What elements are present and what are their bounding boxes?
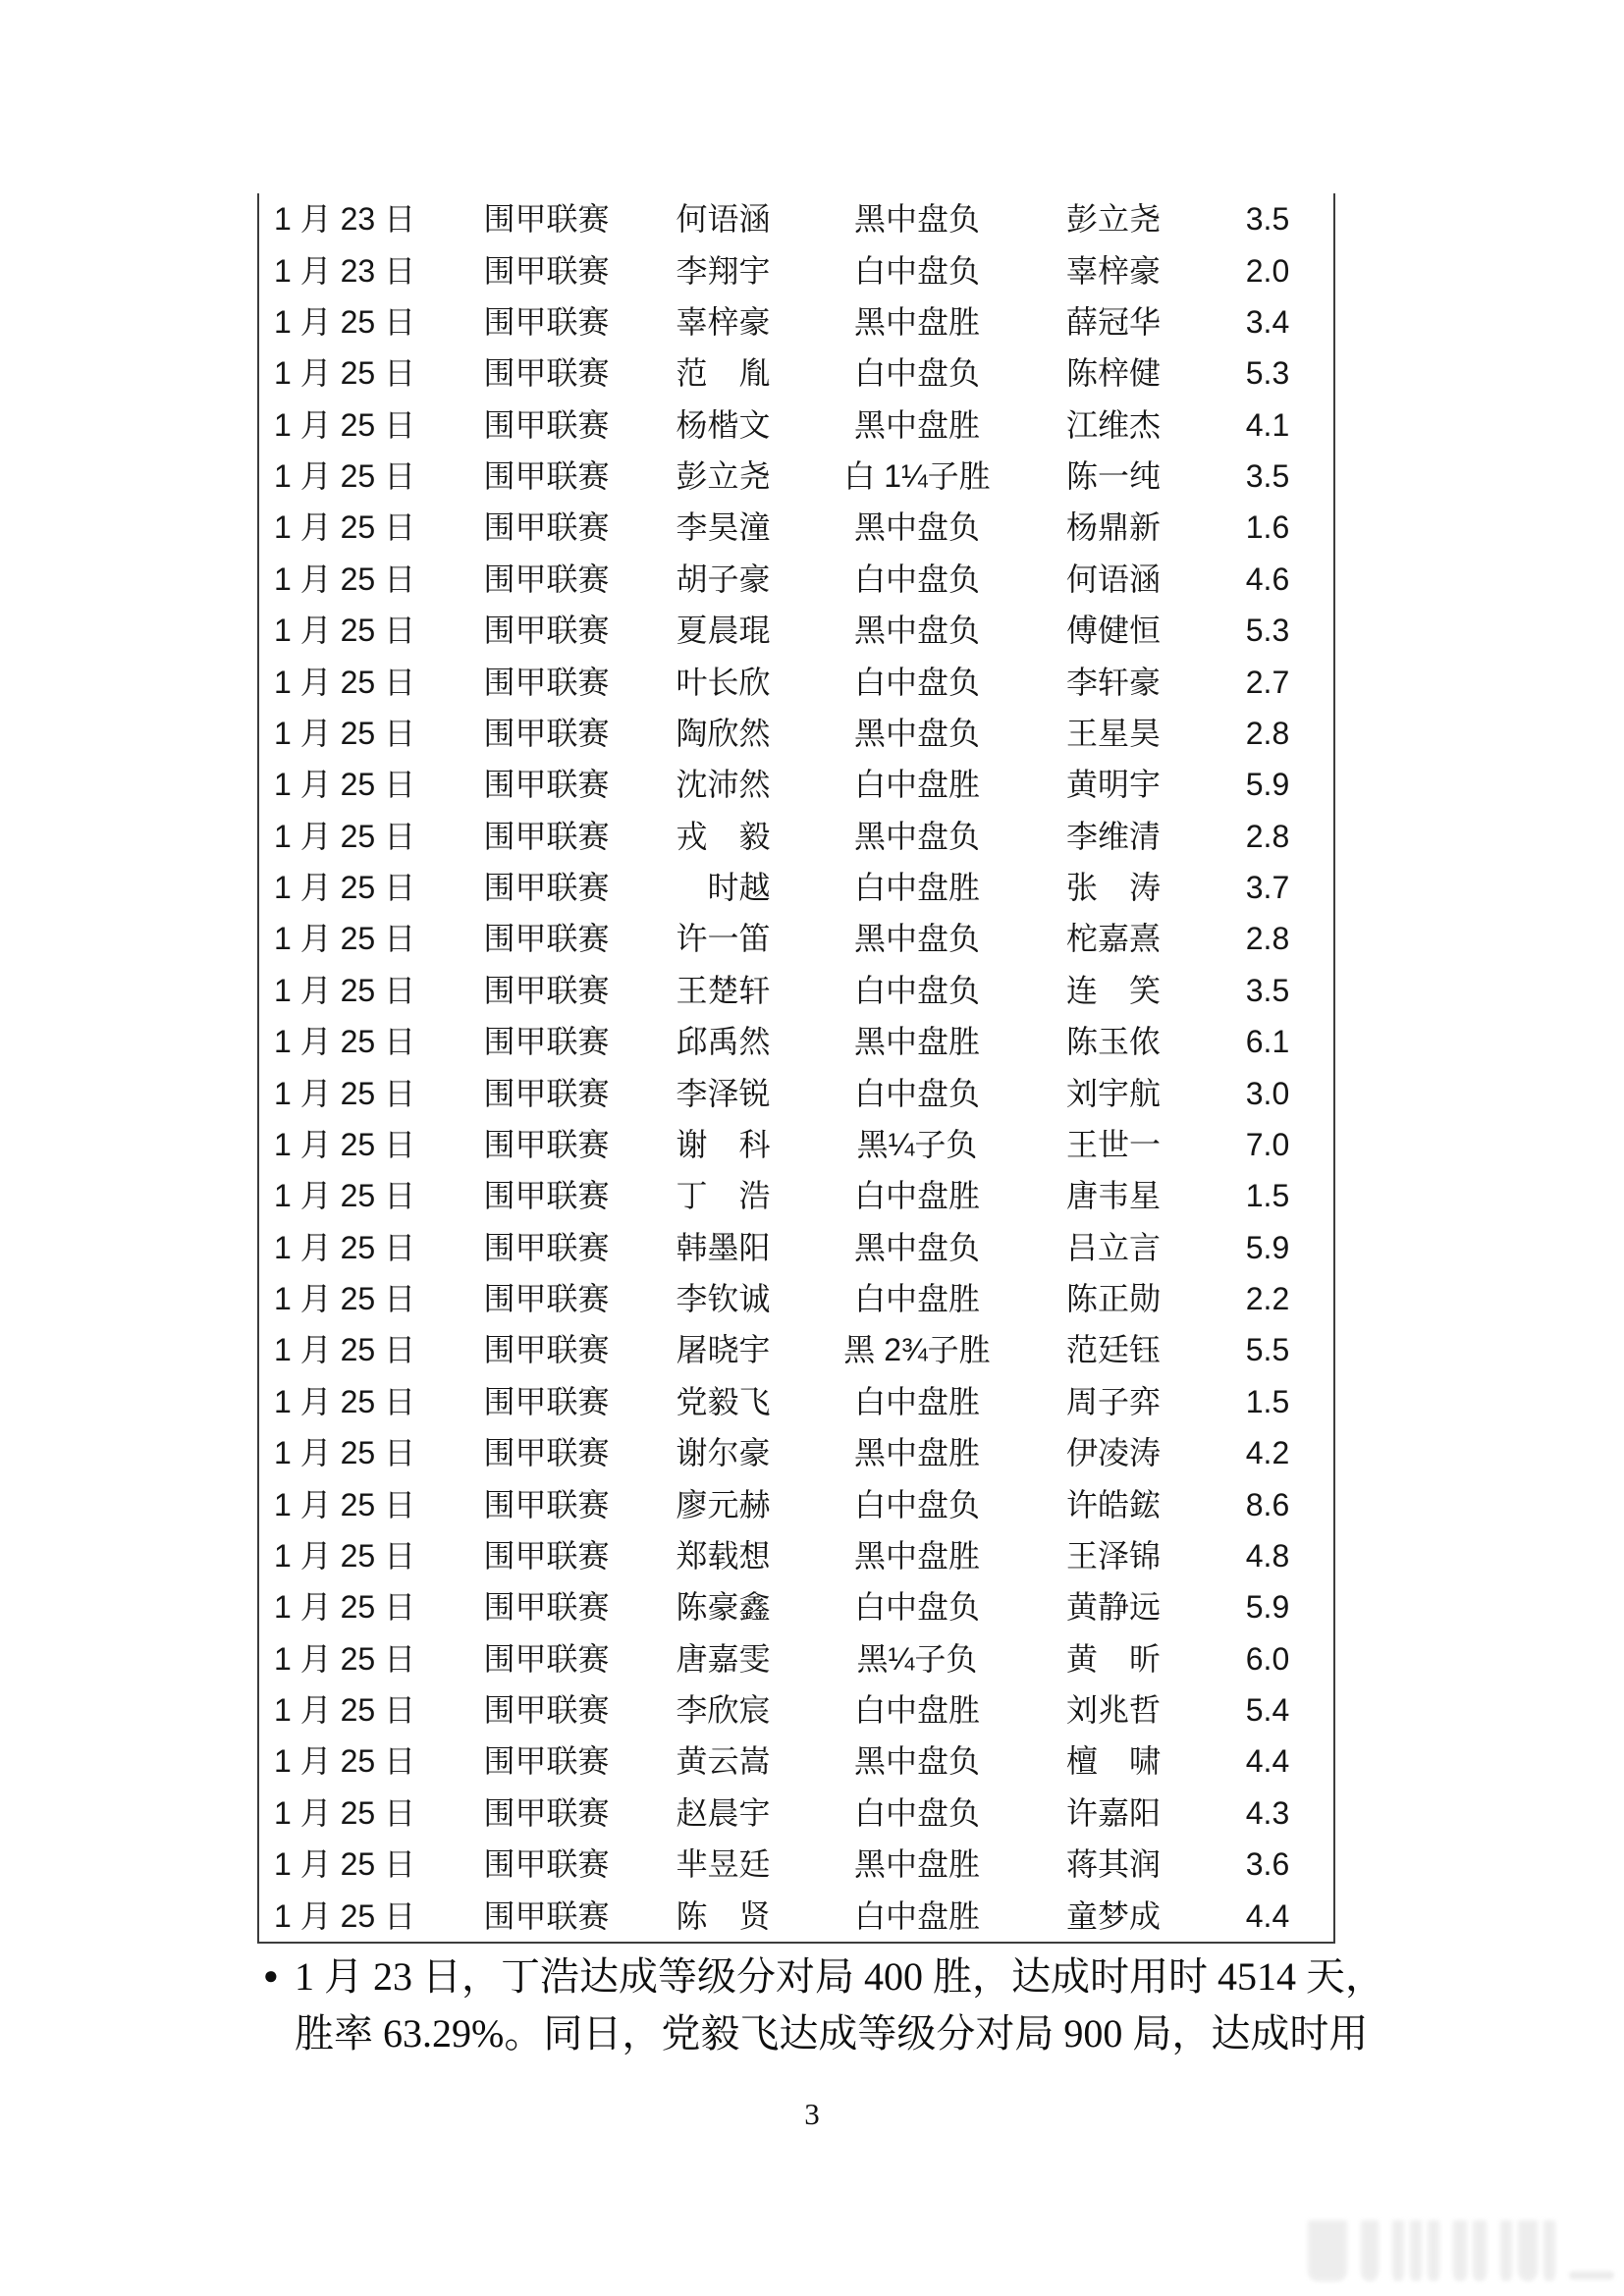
- cell-date: 1 月 25 日: [274, 972, 416, 1008]
- cell-player: 陶欣然: [676, 715, 771, 751]
- cell-score: 4.4: [1245, 1897, 1290, 1934]
- cell-result: 白中盘胜: [853, 870, 980, 906]
- cell-opponent: 薛冠华: [1065, 303, 1161, 340]
- cell-opponent: 王世一: [1065, 1126, 1161, 1162]
- cell-opponent: 王星昊: [1065, 715, 1161, 751]
- cell-date: 1 月 25 日: [274, 715, 416, 751]
- cell-opponent: 连 笑: [1065, 972, 1161, 1008]
- cell-player: 谢 科: [676, 1126, 771, 1162]
- cell-result: 白中盘胜: [853, 767, 980, 803]
- cell-score: 3.5: [1245, 458, 1290, 495]
- cell-date: 1 月 25 日: [274, 1486, 416, 1522]
- table-row: [259, 1273, 1333, 1324]
- table-row: [259, 913, 1333, 964]
- cell-player: 李翔宇: [676, 252, 771, 289]
- cell-player: 芈昱廷: [676, 1846, 771, 1883]
- cell-date: 1 月 25 日: [274, 1692, 416, 1729]
- table-row: [259, 502, 1333, 553]
- cell-opponent: 黄静远: [1065, 1589, 1161, 1626]
- cell-result: 黑中盘负: [853, 1229, 980, 1265]
- cell-date: 1 月 25 日: [274, 458, 416, 495]
- cell-event: 围甲联赛: [483, 355, 610, 392]
- table-row: [259, 1016, 1333, 1067]
- cell-player: 李泽锐: [676, 1075, 771, 1111]
- cell-score: 5.3: [1245, 613, 1290, 649]
- cell-date: 1 月 25 日: [274, 1126, 416, 1162]
- table-row: [259, 1119, 1333, 1170]
- cell-result: 白中盘胜: [853, 1281, 980, 1317]
- cell-opponent: 江维杰: [1065, 406, 1161, 443]
- cell-result: 白中盘胜: [853, 1897, 980, 1934]
- table-row: [259, 862, 1333, 913]
- cell-opponent: 辜梓豪: [1065, 252, 1161, 289]
- cell-score: 1.6: [1245, 509, 1290, 546]
- table-row: [259, 554, 1333, 605]
- page-number: 3: [804, 2097, 820, 2131]
- cell-date: 1 月 25 日: [274, 355, 416, 392]
- cell-score: 3.4: [1245, 303, 1290, 340]
- cell-player: 廖元赫: [676, 1486, 771, 1522]
- cell-date: 1 月 25 日: [274, 1435, 416, 1471]
- cell-result: 白中盘负: [853, 355, 980, 392]
- cell-score: 4.2: [1245, 1435, 1290, 1471]
- table-row: [259, 1788, 1333, 1839]
- cell-player: 辜梓豪: [676, 303, 771, 340]
- cell-date: 1 月 23 日: [274, 201, 416, 238]
- cell-player: 陈 贤: [676, 1897, 771, 1934]
- cell-date: 1 月 25 日: [274, 561, 416, 597]
- cell-score: 4.6: [1245, 561, 1290, 597]
- table-row: [259, 708, 1333, 759]
- cell-opponent: 伊凌涛: [1065, 1435, 1161, 1471]
- cell-date: 1 月 25 日: [274, 870, 416, 906]
- cell-date: 1 月 25 日: [274, 1024, 416, 1060]
- cell-result: 黑中盘负: [853, 921, 980, 957]
- cell-event: 围甲联赛: [483, 1640, 610, 1677]
- table-row: [259, 811, 1333, 862]
- cell-date: 1 月 25 日: [274, 1537, 416, 1574]
- cell-event: 围甲联赛: [483, 1537, 610, 1574]
- cell-result: 白 1¼子胜: [843, 458, 991, 495]
- table-row: [259, 605, 1333, 656]
- cell-opponent: 张 涛: [1065, 870, 1161, 906]
- cell-opponent: 何语涵: [1065, 561, 1161, 597]
- table-row: [259, 1581, 1333, 1632]
- table-row: [259, 1839, 1333, 1890]
- table-row: [259, 1478, 1333, 1529]
- cell-result: 白中盘负: [853, 1075, 980, 1111]
- cell-result: 黑中盘负: [853, 201, 980, 238]
- cell-score: 7.0: [1245, 1126, 1290, 1162]
- cell-score: 3.6: [1245, 1846, 1290, 1883]
- cell-opponent: 唐韦星: [1065, 1178, 1161, 1214]
- table-row: [259, 1067, 1333, 1118]
- cell-event: 围甲联赛: [483, 870, 610, 906]
- cell-opponent: 吕立言: [1065, 1229, 1161, 1265]
- cell-event: 围甲联赛: [483, 1589, 610, 1626]
- cell-result: 黑中盘负: [853, 715, 980, 751]
- watermark-shape: [1500, 2220, 1555, 2281]
- table-row: [259, 1222, 1333, 1273]
- table-row: [259, 1735, 1333, 1787]
- cell-event: 围甲联赛: [483, 1846, 610, 1883]
- cell-result: 黑¼子负: [856, 1640, 978, 1677]
- cell-event: 围甲联赛: [483, 972, 610, 1008]
- cell-date: 1 月 25 日: [274, 1743, 416, 1780]
- cell-date: 1 月 25 日: [274, 1383, 416, 1419]
- cell-date: 1 月 25 日: [274, 1897, 416, 1934]
- cell-date: 1 月 25 日: [274, 509, 416, 546]
- cell-opponent: 许嘉阳: [1065, 1794, 1161, 1831]
- cell-date: 1 月 25 日: [274, 1640, 416, 1677]
- cell-score: 1.5: [1245, 1383, 1290, 1419]
- cell-player: 唐嘉雯: [676, 1640, 771, 1677]
- cell-event: 围甲联赛: [483, 1332, 610, 1368]
- cell-player: 王楚轩: [676, 972, 771, 1008]
- cell-result: 白中盘负: [853, 1794, 980, 1831]
- cell-opponent: 刘宇航: [1065, 1075, 1161, 1111]
- cell-result: 黑中盘负: [853, 1743, 980, 1780]
- cell-result: 黑中盘胜: [853, 1537, 980, 1574]
- cell-opponent: 杨鼎新: [1065, 509, 1161, 546]
- cell-date: 1 月 25 日: [274, 1229, 416, 1265]
- cell-player: 丁 浩: [676, 1178, 771, 1214]
- cell-date: 1 月 25 日: [274, 1794, 416, 1831]
- cell-event: 围甲联赛: [483, 921, 610, 957]
- table-row: [259, 1890, 1333, 1941]
- cell-result: 黑¼子负: [856, 1126, 978, 1162]
- cell-date: 1 月 25 日: [274, 613, 416, 649]
- cell-result: 白中盘负: [853, 1486, 980, 1522]
- cell-player: 郑载想: [676, 1537, 771, 1574]
- cell-score: 5.4: [1245, 1692, 1290, 1729]
- cell-player: 戎 毅: [676, 818, 771, 854]
- cell-date: 1 月 25 日: [274, 1332, 416, 1368]
- cell-score: 4.3: [1245, 1794, 1290, 1831]
- table-row: [259, 1684, 1333, 1735]
- watermark-shape: [1392, 2220, 1439, 2281]
- cell-event: 围甲联赛: [483, 767, 610, 803]
- cell-score: 5.3: [1245, 355, 1290, 392]
- cell-date: 1 月 25 日: [274, 1589, 416, 1626]
- cell-result: 黑 2¾子胜: [843, 1332, 991, 1368]
- table-row: [259, 759, 1333, 810]
- table-row: [259, 1376, 1333, 1427]
- cell-result: 黑中盘负: [853, 509, 980, 546]
- cell-player: 胡子豪: [676, 561, 771, 597]
- cell-score: 4.1: [1245, 406, 1290, 443]
- cell-opponent: 黄 昕: [1065, 1640, 1161, 1677]
- table-row: [259, 1530, 1333, 1581]
- cell-result: 黑中盘胜: [853, 303, 980, 340]
- cell-event: 围甲联赛: [483, 1486, 610, 1522]
- cell-player: 李昊潼: [676, 509, 771, 546]
- cell-player: 何语涵: [676, 201, 771, 238]
- cell-event: 围甲联赛: [483, 818, 610, 854]
- cell-event: 围甲联赛: [483, 1435, 610, 1471]
- cell-player: 范 胤: [676, 355, 771, 392]
- cell-event: 围甲联赛: [483, 613, 610, 649]
- cell-event: 围甲联赛: [483, 1075, 610, 1111]
- cell-player: 杨楷文: [676, 406, 771, 443]
- cell-opponent: 范廷钰: [1065, 1332, 1161, 1368]
- cell-score: 1.5: [1245, 1178, 1290, 1214]
- watermark-shape: [1308, 2220, 1347, 2281]
- table-row: [259, 1170, 1333, 1221]
- cell-result: 黑中盘胜: [853, 1024, 980, 1060]
- cell-score: 3.7: [1245, 870, 1290, 906]
- table-row: [259, 1427, 1333, 1478]
- cell-player: 陈豪鑫: [676, 1589, 771, 1626]
- bullet-note-line: 1 月 23 日，丁浩达成等级分对局 400 胜，达成时用时 4514 天，: [295, 1954, 1384, 1999]
- table-row: [259, 244, 1333, 295]
- cell-score: 2.0: [1245, 252, 1290, 289]
- cell-score: 5.9: [1245, 767, 1290, 803]
- cell-player: 夏晨琨: [676, 613, 771, 649]
- cell-player: 许一笛: [676, 921, 771, 957]
- cell-result: 白中盘胜: [853, 1383, 980, 1419]
- bullet-note: [263, 1949, 1407, 2062]
- cell-event: 围甲联赛: [483, 1692, 610, 1729]
- cell-score: 4.4: [1245, 1743, 1290, 1780]
- cell-opponent: 黄明宇: [1065, 767, 1161, 803]
- table-row: [259, 656, 1333, 707]
- table-row: [259, 400, 1333, 451]
- cell-event: 围甲联赛: [483, 458, 610, 495]
- cell-event: 围甲联赛: [483, 664, 610, 700]
- cell-date: 1 月 25 日: [274, 767, 416, 803]
- cell-score: 5.9: [1245, 1589, 1290, 1626]
- cell-score: 3.0: [1245, 1075, 1290, 1111]
- cell-score: 2.2: [1245, 1281, 1290, 1317]
- cell-player: 黄云嵩: [676, 1743, 771, 1780]
- cell-result: 白中盘负: [853, 972, 980, 1008]
- cell-date: 1 月 25 日: [274, 664, 416, 700]
- cell-opponent: 陈正勋: [1065, 1281, 1161, 1317]
- cell-score: 2.8: [1245, 921, 1290, 957]
- cell-event: 围甲联赛: [483, 1126, 610, 1162]
- cell-opponent: 柁嘉熹: [1065, 921, 1161, 957]
- watermark-shape: [1453, 2220, 1487, 2281]
- bullet-icon: ●: [263, 1961, 279, 1990]
- table-row: [259, 193, 1333, 244]
- cell-player: 李钦诚: [676, 1281, 771, 1317]
- table-row: [259, 296, 1333, 347]
- cell-event: 围甲联赛: [483, 303, 610, 340]
- cell-player: 邱禹然: [676, 1024, 771, 1060]
- cell-event: 围甲联赛: [483, 1383, 610, 1419]
- cell-score: 8.6: [1245, 1486, 1290, 1522]
- cell-player: 屠晓宇: [676, 1332, 771, 1368]
- cell-result: 白中盘负: [853, 1589, 980, 1626]
- cell-score: 6.1: [1245, 1024, 1290, 1060]
- table-row: [259, 1633, 1333, 1684]
- cell-score: 3.5: [1245, 201, 1290, 238]
- cell-date: 1 月 23 日: [274, 252, 416, 289]
- cell-player: 赵晨宇: [676, 1794, 771, 1831]
- cell-player: 叶长欣: [676, 664, 771, 700]
- cell-opponent: 刘兆哲: [1065, 1692, 1161, 1729]
- cell-event: 围甲联赛: [483, 561, 610, 597]
- cell-result: 黑中盘负: [853, 818, 980, 854]
- cell-score: 4.8: [1245, 1537, 1290, 1574]
- cell-score: 5.9: [1245, 1229, 1290, 1265]
- cell-result: 白中盘负: [853, 252, 980, 289]
- cell-event: 围甲联赛: [483, 1281, 610, 1317]
- cell-player: 彭立尧: [676, 458, 771, 495]
- cell-opponent: 陈玉侬: [1065, 1024, 1161, 1060]
- cell-event: 围甲联赛: [483, 406, 610, 443]
- cell-date: 1 月 25 日: [274, 1178, 416, 1214]
- cell-event: 围甲联赛: [483, 509, 610, 546]
- cell-score: 6.0: [1245, 1640, 1290, 1677]
- cell-opponent: 童梦成: [1065, 1897, 1161, 1934]
- cell-player: 党毅飞: [676, 1383, 771, 1419]
- cell-date: 1 月 25 日: [274, 1075, 416, 1111]
- cell-date: 1 月 25 日: [274, 1846, 416, 1883]
- cell-player: 时越: [676, 870, 771, 906]
- cell-result: 白中盘负: [853, 664, 980, 700]
- cell-opponent: 蒋其润: [1065, 1846, 1161, 1883]
- cell-event: 围甲联赛: [483, 715, 610, 751]
- table-row: [259, 347, 1333, 399]
- cell-score: 2.8: [1245, 818, 1290, 854]
- bullet-note-line: 胜率 63.29%。同日，党毅飞达成等级分对局 900 局，达成时用: [295, 2011, 1369, 2056]
- cell-opponent: 檀 啸: [1065, 1743, 1161, 1780]
- cell-score: 2.8: [1245, 715, 1290, 751]
- cell-score: 3.5: [1245, 972, 1290, 1008]
- table-row: [259, 965, 1333, 1016]
- cell-event: 围甲联赛: [483, 252, 610, 289]
- cell-event: 围甲联赛: [483, 1229, 610, 1265]
- cell-opponent: 陈梓健: [1065, 355, 1161, 392]
- cell-date: 1 月 25 日: [274, 406, 416, 443]
- cell-opponent: 李轩豪: [1065, 664, 1161, 700]
- cell-player: 谢尔豪: [676, 1435, 771, 1471]
- cell-result: 白中盘胜: [853, 1692, 980, 1729]
- table-row: [259, 451, 1333, 502]
- cell-result: 白中盘胜: [853, 1178, 980, 1214]
- cell-opponent: 王泽锦: [1065, 1537, 1161, 1574]
- cell-opponent: 彭立尧: [1065, 201, 1161, 238]
- cell-opponent: 李维清: [1065, 818, 1161, 854]
- cell-event: 围甲联赛: [483, 1794, 610, 1831]
- cell-score: 2.7: [1245, 664, 1290, 700]
- watermark-shape: [1569, 2271, 1614, 2279]
- cell-result: 白中盘负: [853, 561, 980, 597]
- cell-event: 围甲联赛: [483, 1897, 610, 1934]
- cell-date: 1 月 25 日: [274, 303, 416, 340]
- watermark-artifact: [1308, 2220, 1622, 2296]
- cell-event: 围甲联赛: [483, 1024, 610, 1060]
- cell-result: 黑中盘胜: [853, 1435, 980, 1471]
- cell-event: 围甲联赛: [483, 1178, 610, 1214]
- go-results-table: [257, 193, 1335, 1944]
- cell-result: 黑中盘胜: [853, 1846, 980, 1883]
- cell-date: 1 月 25 日: [274, 921, 416, 957]
- watermark-shape: [1361, 2220, 1379, 2281]
- cell-player: 韩墨阳: [676, 1229, 771, 1265]
- cell-score: 5.5: [1245, 1332, 1290, 1368]
- cell-opponent: 许皓鋐: [1065, 1486, 1161, 1522]
- cell-date: 1 月 25 日: [274, 818, 416, 854]
- cell-event: 围甲联赛: [483, 1743, 610, 1780]
- cell-date: 1 月 25 日: [274, 1281, 416, 1317]
- cell-result: 黑中盘负: [853, 613, 980, 649]
- cell-opponent: 傅健恒: [1065, 613, 1161, 649]
- cell-player: 李欣宸: [676, 1692, 771, 1729]
- cell-opponent: 周子弈: [1065, 1383, 1161, 1419]
- cell-player: 沈沛然: [676, 767, 771, 803]
- cell-result: 黑中盘胜: [853, 406, 980, 443]
- table-row: [259, 1324, 1333, 1375]
- cell-opponent: 陈一纯: [1065, 458, 1161, 495]
- cell-event: 围甲联赛: [483, 201, 610, 238]
